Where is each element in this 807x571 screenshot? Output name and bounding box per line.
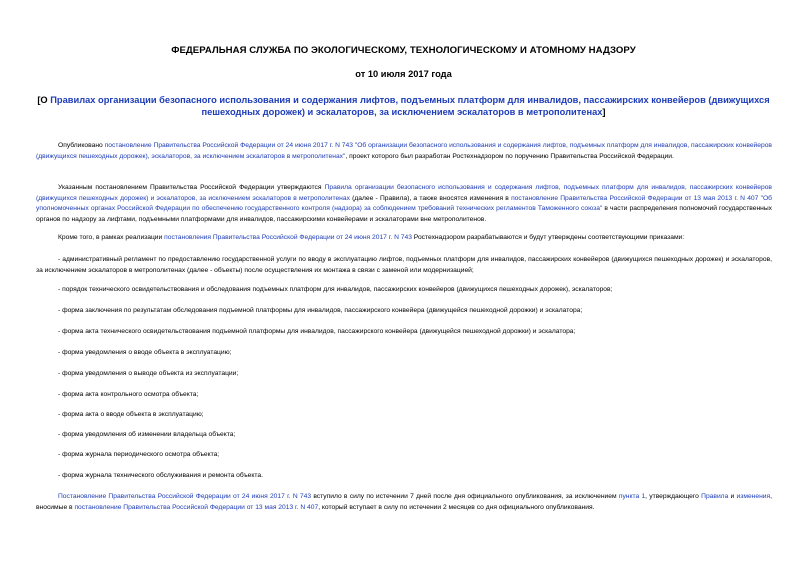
link-resolution-407-final[interactable]: постановление Правительства Российской Федерации от 13 мая 2013 г. N 407: [74, 503, 319, 511]
paragraph-text: , вносимые в: [36, 493, 772, 511]
agency-heading: ФЕДЕРАЛЬНАЯ СЛУЖБА ПО ЭКОЛОГИЧЕСКОМУ, ТЕХНОЛОГИЧЕСКОМУ И АТОМНОМУ НАДЗОРУ: [171, 45, 636, 56]
document-title: [36, 94, 771, 118]
link-resolution-743-ref[interactable]: постановления Правительства Российской Федерации от 24 июня 2017 г. N 743: [164, 234, 412, 241]
paragraph-text: и: [728, 493, 737, 500]
paragraph-published: [36, 141, 772, 162]
list-item: - форма журнала технического обслуживания и ремонта объекта.: [58, 472, 263, 479]
paragraph-text: , утверждающего: [645, 493, 702, 500]
title-close-bracket: ]: [602, 107, 606, 117]
link-rules-short[interactable]: Правила: [701, 493, 729, 500]
link-changes[interactable]: изменения: [736, 493, 771, 500]
list-item: - форма уведомления об изменении владельца объекта;: [58, 431, 236, 438]
paragraph-additionally: [36, 233, 772, 244]
paragraph-text: Ростехнадзором разрабатываются и будут утверждены соответствующими приказами:: [411, 234, 685, 241]
link-resolution-743-final[interactable]: Постановление Правительства Российской Федерации от 24 июня 2017 г. N 743: [58, 493, 312, 500]
paragraph-text: вступило в силу по истечении 7 дней после дня официального опубликования, за исключением: [311, 493, 619, 500]
list-item: - форма уведомления о выводе объекта из эксплуатации;: [58, 370, 239, 377]
link-resolution-407[interactable]: постановление Правительства Российской Федерации от 13 мая 2013 г. N 407 "Об уполномоченных органах Российской Федерации по обеспечению государственного контроля (надзора) за соблюдением требований технических регламентов Таможенного союза": [36, 194, 772, 212]
paragraph-entry-into-force: [36, 492, 772, 513]
paragraph-text: в части распределения полномочий государственных органов по надзору за лифтами, подъемными платформами для инвалидов, пассажирскими конвейерами и эскалаторами вне метрополитенов.: [36, 205, 772, 223]
paragraph-text: , который вступает в силу по истечении 2 месяцев со дня официального опубликования.: [318, 503, 595, 511]
list-item: - форма заключения по результатам обследования подъемной платформы для инвалидов, пассажирского конвейера (движущейся пешеходной дорожки) и эскалатора;: [58, 307, 583, 314]
paragraph-text: Указанным постановлением Правительства Российской Федерации утверждаются: [58, 184, 325, 191]
list-item: - форма журнала периодического осмотра объекта;: [58, 451, 220, 458]
list-item-regulation: - административный регламент по предоставлению государственной услуги по вводу в эксплуатацию лифтов, подъемных платформ для инвалидов, пассажирских конвейеров (движущихся пешеходных дорожек) и эскалаторов, за исключением эскалаторов в метрополитенах (далее - объекты) после осуществления их монтажа в связи с заменой или модернизацией;: [36, 256, 772, 274]
title-link-rules[interactable]: Правилах организации безопасного использования и содержания лифтов, подъемных платформ для инвалидов, пассажирских конвейеров (движущихся пешеходных дорожек) и эскалаторов, за исключением эскалаторов в метрополитенах: [50, 95, 770, 117]
list-item: - форма акта контрольного осмотра объекта;: [58, 391, 199, 398]
list-item: - порядок технического освидетельствования и обследования подъемных платформ для инвалидов, пассажирских конвейеров (движущихся пешеходных дорожек), эскалаторов;: [58, 286, 613, 293]
paragraph-approved-rules: [36, 183, 772, 225]
document-date: от 10 июля 2017 года: [355, 69, 452, 79]
paragraph-text: , проект которого был разработан Ростехнадзором по поручению Правительства Российской Федерации.: [345, 152, 674, 160]
list-item: - форма акта технического освидетельствования подъемной платформы для инвалидов, пассажирского конвейера (движущейся пешеходной дорожки) и эскалатора;: [58, 328, 576, 335]
link-resolution-743[interactable]: постановление Правительства Российской Федерации от 24 июня 2017 г. N 743 "Об организации безопасного использования и содержания лифтов, подъемных платформ для инвалидов, пассажирских конвейеров (движущихся пешеходных дорожек), эскалаторов, за исключением эскалаторов в метрополитенах": [36, 142, 772, 160]
link-rules[interactable]: Правила организации безопасного использования и содержания лифтов, подъемных платформ для инвалидов, пассажирских конвейеров (движущихся пешеходных дорожек) и эскалаторов, за исключением эскалаторов в метрополитенах: [36, 184, 772, 202]
paragraph-text: Опубликовано: [58, 142, 105, 149]
link-point-1[interactable]: пункта 1: [618, 493, 646, 500]
paragraph-text: Кроме того, в рамках реализации: [58, 234, 165, 241]
paragraph-text: (далее - Правила), а также вносятся изменения в: [349, 194, 512, 202]
list-item: - форма акта о вводе объекта в эксплуатацию;: [58, 411, 204, 418]
title-open-bracket: [О: [37, 95, 51, 105]
list-item: - форма уведомления о вводе объекта в эксплуатацию;: [58, 349, 232, 356]
